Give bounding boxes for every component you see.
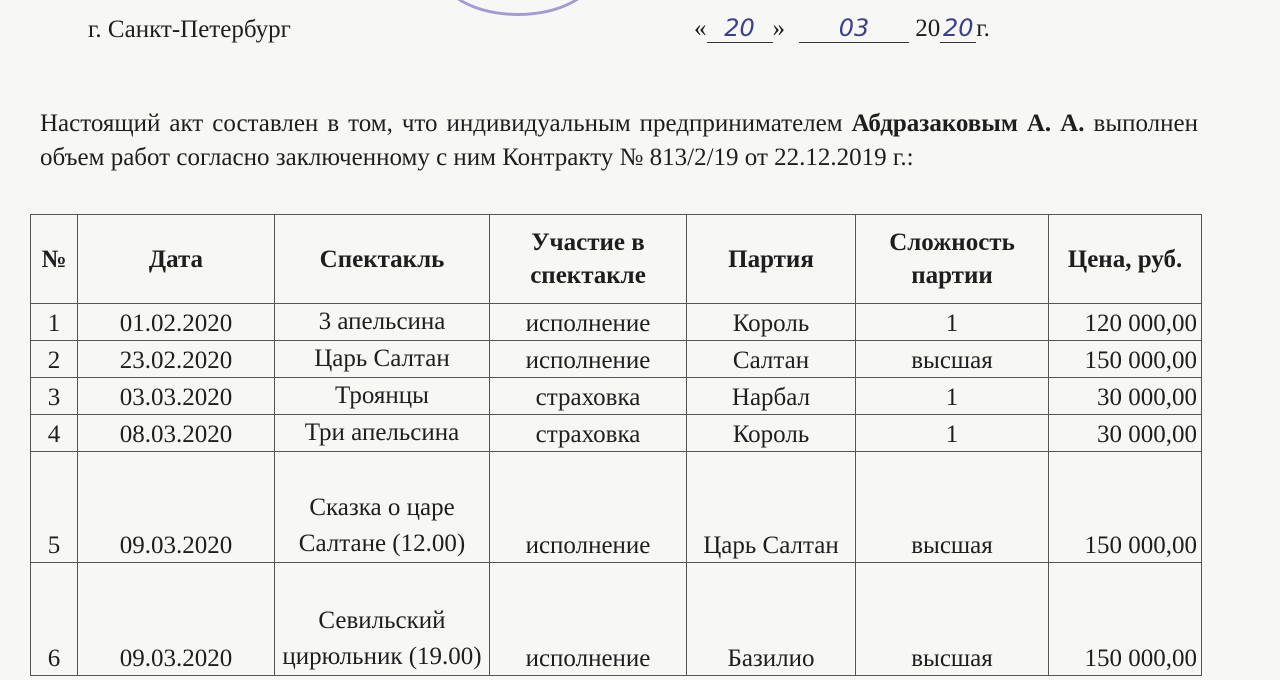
date-year-suffix: 20 bbox=[940, 14, 976, 43]
cell-price: 150 000,00 bbox=[1049, 563, 1202, 676]
cell-play: Сказка о царе Салтане (12.00) bbox=[275, 452, 490, 563]
header-role: Партия bbox=[687, 215, 856, 304]
cell-difficulty: высшая bbox=[856, 452, 1049, 563]
cell-play: 3 апельсина bbox=[275, 304, 490, 341]
cell-participation: исполнение bbox=[490, 452, 687, 563]
table-row bbox=[31, 304, 1202, 341]
date-month: 03 bbox=[799, 14, 909, 43]
cell-participation: страховка bbox=[490, 378, 687, 415]
intro-paragraph bbox=[40, 107, 1198, 175]
city-name: г. Санкт-Петербург bbox=[88, 16, 291, 43]
cell-date: 09.03.2020 bbox=[78, 452, 275, 563]
cell-price: 30 000,00 bbox=[1049, 378, 1202, 415]
cell-difficulty: 1 bbox=[856, 415, 1049, 452]
cell-role: Король bbox=[687, 304, 856, 341]
cell-role: Царь Салтан bbox=[687, 452, 856, 563]
cell-role: Салтан bbox=[687, 341, 856, 378]
header-price: Цена, руб. bbox=[1049, 215, 1202, 304]
date-open-quote: « bbox=[694, 15, 707, 42]
cell-number: 1 bbox=[31, 304, 78, 341]
cell-participation: страховка bbox=[490, 415, 687, 452]
cell-role: Нарбал bbox=[687, 378, 856, 415]
cell-date: 08.03.2020 bbox=[78, 415, 275, 452]
table-row bbox=[31, 341, 1202, 378]
intro-text-1: Настоящий акт составлен в том, что индивидуальным предпринимателем bbox=[40, 110, 852, 137]
performer-name: Абдразаковым А. А. bbox=[851, 110, 1085, 137]
cell-number: 4 bbox=[31, 415, 78, 452]
date-year-unit: г. bbox=[976, 15, 990, 42]
table-row bbox=[31, 452, 1202, 563]
header-participation: Участие в спектакле bbox=[490, 215, 687, 304]
date-close-quote: » bbox=[772, 15, 785, 42]
intro-text-2: выполнен объем работ согласно заключенному с ним Контракту № 813/2/19 от 22.12.2019 г.: bbox=[40, 110, 1198, 171]
document-date bbox=[694, 14, 990, 43]
cell-number: 3 bbox=[31, 378, 78, 415]
table-header-row bbox=[31, 215, 1202, 304]
cell-participation: исполнение bbox=[490, 563, 687, 676]
stamp-mark bbox=[440, 0, 596, 16]
header-difficulty: Сложность партии bbox=[856, 215, 1049, 304]
cell-number: 6 bbox=[31, 563, 78, 676]
cell-role: Король bbox=[687, 415, 856, 452]
cell-play: Севильский цирюльник (19.00) bbox=[275, 563, 490, 676]
cell-participation: исполнение bbox=[490, 341, 687, 378]
date-day: 20 bbox=[707, 14, 773, 43]
table-row bbox=[31, 378, 1202, 415]
cell-difficulty: 1 bbox=[856, 378, 1049, 415]
date-year-prefix: 20 bbox=[915, 15, 941, 42]
cell-participation: исполнение bbox=[490, 304, 687, 341]
header-number: № bbox=[31, 215, 78, 304]
cell-role: Базилио bbox=[687, 563, 856, 676]
table-row bbox=[31, 415, 1202, 452]
cell-difficulty: высшая bbox=[856, 341, 1049, 378]
cell-number: 2 bbox=[31, 341, 78, 378]
header-play: Спектакль bbox=[275, 215, 490, 304]
cell-difficulty: 1 bbox=[856, 304, 1049, 341]
cell-play: Царь Салтан bbox=[275, 341, 490, 378]
cell-number: 5 bbox=[31, 452, 78, 563]
works-table bbox=[30, 214, 1202, 676]
cell-date: 03.03.2020 bbox=[78, 378, 275, 415]
cell-price: 150 000,00 bbox=[1049, 341, 1202, 378]
cell-date: 09.03.2020 bbox=[78, 563, 275, 676]
cell-price: 30 000,00 bbox=[1049, 415, 1202, 452]
cell-date: 23.02.2020 bbox=[78, 341, 275, 378]
cell-difficulty: высшая bbox=[856, 563, 1049, 676]
header-date: Дата bbox=[78, 215, 275, 304]
table-row bbox=[31, 563, 1202, 676]
cell-price: 120 000,00 bbox=[1049, 304, 1202, 341]
cell-price: 150 000,00 bbox=[1049, 452, 1202, 563]
cell-date: 01.02.2020 bbox=[78, 304, 275, 341]
cell-play: Три апельсина bbox=[275, 415, 490, 452]
cell-play: Троянцы bbox=[275, 378, 490, 415]
